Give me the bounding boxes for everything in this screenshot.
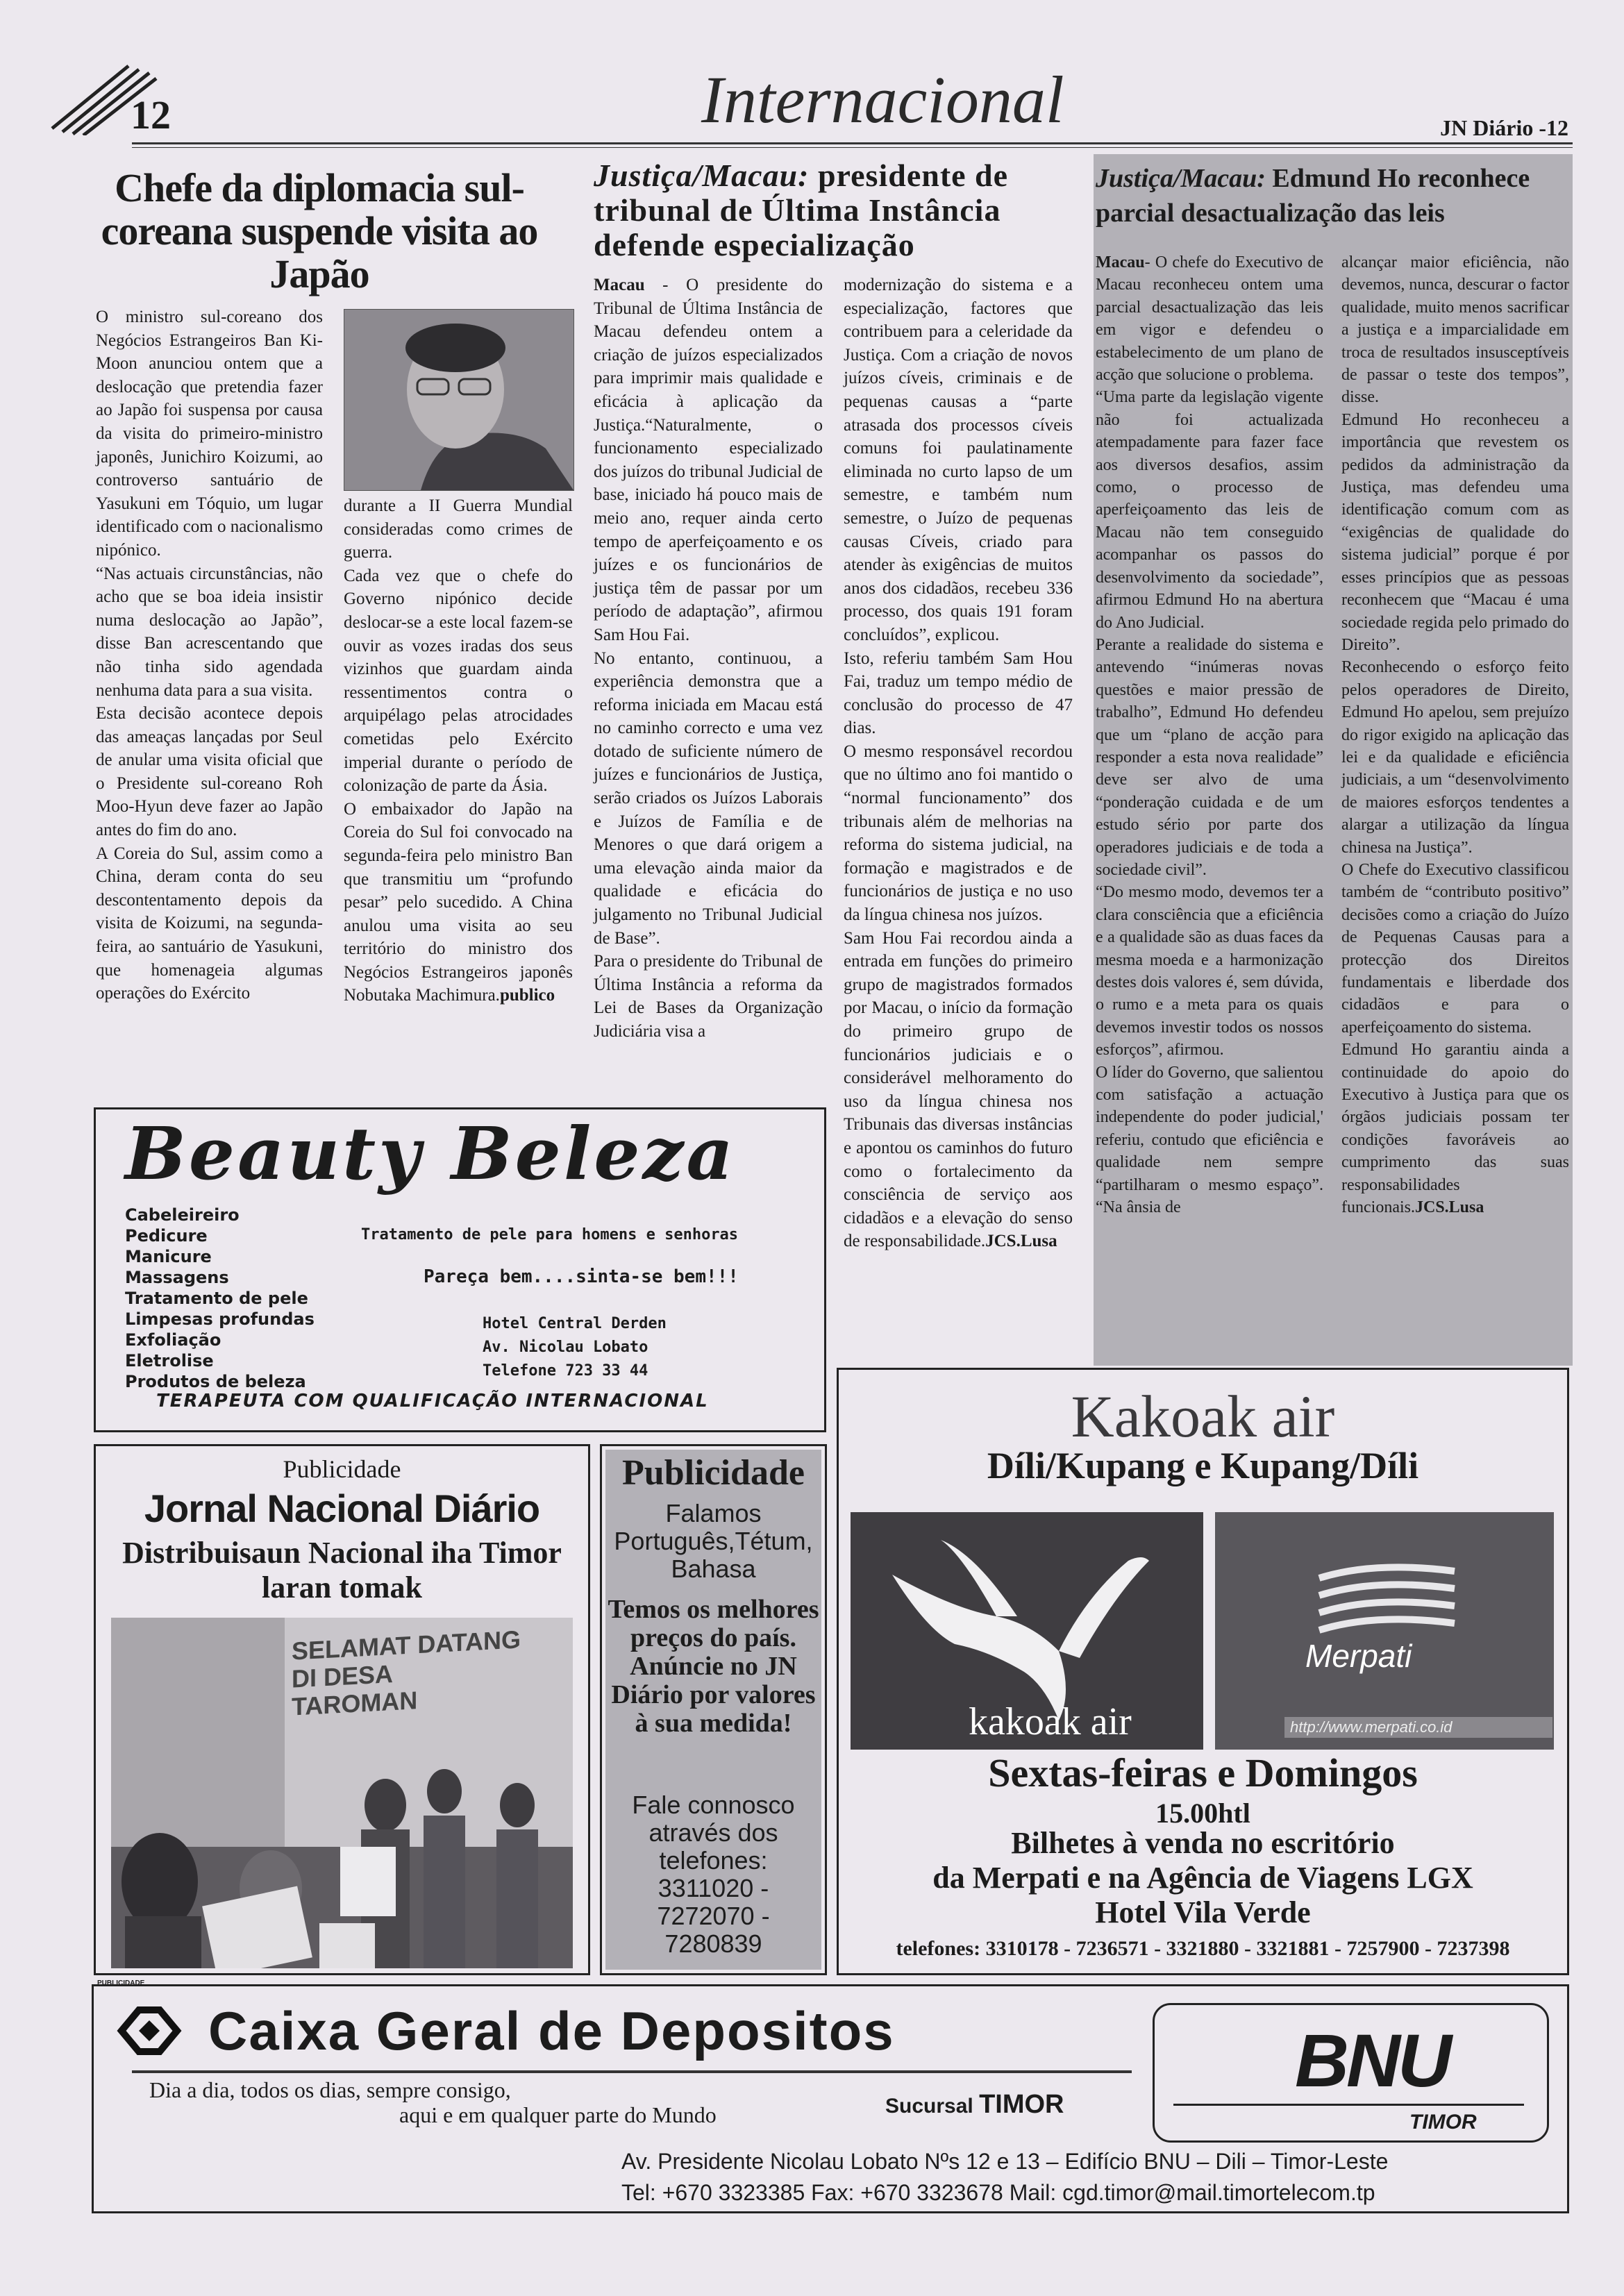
bnu-subtitle: TIMOR: [1409, 2111, 1477, 2134]
service-item: Eletrolise: [125, 1351, 214, 1371]
masthead: JN Diário -12: [1440, 115, 1568, 140]
article3-headline-kicker: Justiça/Macau:: [1096, 164, 1266, 193]
service-item: Cabeleireiro: [125, 1205, 240, 1225]
pub-ad-phone: 7280839: [664, 1929, 762, 1958]
article2-column-b: [844, 274, 1073, 1253]
kakoak-tickets: [840, 1826, 1566, 1930]
article2-headline-kicker: Justiça/Macau:: [594, 158, 810, 193]
article3-signature: JCS.Lusa: [1414, 1198, 1484, 1217]
service-item: Produtos de beleza: [125, 1372, 306, 1391]
pub-ad-contact-label: Fale connosco através dos telefones:: [632, 1791, 795, 1875]
article3-column-b: [1341, 251, 1569, 1218]
kakoak-hotel: Hotel Vila Verde: [1095, 1895, 1311, 1929]
article3-headline: [1096, 161, 1569, 231]
pub-ad-languages: Falamos Português,Tétum, Bahasa: [614, 1499, 813, 1583]
caixa-contacts: Tel: +670 3323385 Fax: +670 3323678 Mail: cgd.timor@mail.timortelecom.tp: [621, 2180, 1375, 2205]
service-item: Limpesas profundas: [125, 1309, 315, 1329]
article3-column-a: [1096, 251, 1323, 1218]
header-rule-thin: [132, 147, 1573, 148]
article1-headline: Chefe da diplomacia sul-coreana suspende visita ao Japão: [101, 165, 538, 296]
jnd-photo-sign: [292, 1625, 521, 1720]
jnd-ad-subtitle: Distribuisaun Nacional iha Timor laran tomak: [122, 1536, 562, 1604]
jnd-ad-label: Publicidade: [283, 1455, 401, 1483]
article1-column-a: O ministro sul-coreano dos Negócios Estrangeiros Ban Ki-Moon anunciou ontem que a deslocação que pretendia fazer ao Japão foi suspensa por causa da visita do primeiro-ministro japonês, Junichiro Koizumi, ao controverso santuário de Yasukuni em Tóquio, um lugar identificado com o nacionalismo nipónico. “Nas actuais circunstâncias, não acho que se boa ideia insistir numa deslocação ao Japão”, disse Ban acrescentando que não tinha sido agendada nenhuma data para a sua visita. Esta decisão acontece depois das ameaças lançadas por Seul de anular uma visita oficial que o Presidente sul-coreano Roh Moo-Hyun deve fazer ao Japão antes do fim do ano. A Coreia do Sul, assim como a China, deram conta do seu descontentamento depois da visita de Koizumi, na segunda-feira, ao santuário de Yasukuni, que homenageia algumas operações do Exército: [96, 308, 323, 1003]
article3-dateline: Macau: [1096, 253, 1145, 271]
beauty-address-line1: Hotel Central Derden: [483, 1315, 667, 1332]
header-rule: [132, 142, 1573, 144]
pub-ad-phone: 3311020 -: [658, 1874, 769, 1902]
beauty-ad-title: Beauty Beleza: [125, 1111, 736, 1196]
bnu-logo: BNU: [1295, 2018, 1449, 2102]
caixa-branch-name: TIMOR: [979, 2090, 1064, 2119]
service-item: Pedicure: [125, 1226, 208, 1246]
article2-headline-text: presidente de tribunal de Última Instância defende especialização: [594, 158, 1009, 262]
beauty-address-line2: Av. Nicolau Lobato: [483, 1339, 648, 1356]
kakoak-logo-text: kakoak air: [969, 1700, 1132, 1743]
merpati-url: http://www.merpati.co.id: [1284, 1717, 1552, 1738]
service-item: Manicure: [125, 1247, 212, 1266]
pub-ad-phone: 7272070 -: [657, 1902, 770, 1930]
service-item: Exfoliação: [125, 1330, 221, 1350]
sign-line-2: DI DESA: [292, 1659, 394, 1693]
beauty-tagline-1: Tratamento de pele para homens e senhoras: [361, 1226, 739, 1243]
beauty-footer: TERAPEUTA COM QUALIFICAÇÃO INTERNACIONAL: [156, 1391, 709, 1411]
merpati-logo-panel: [1215, 1512, 1554, 1750]
pub-ad-prices: Temos os melhores preços do país. Anúncie no JN Diário por valores à sua medida!: [608, 1595, 819, 1738]
article2-column-a-text: - O presidente do Tribunal de Última Instância de Macau defendeu ontem a criação de juízos especializados para imprimir mais qualidade e eficácia à aplicação da Justiça.“Naturalmente, o funcionamento especializado dos juízos do tribunal Judicial de base, iniciado há pouco mais de meio ano, requer ainda certo tempo de aperfeiçoamento e os juízes e os funcionários de justiça têm de passar por um período de adaptação”, afirmou Sam Hou Fai. No entanto, continuou, a experiência demonstra que a reforma iniciada em Macau está no caminho correcto e uma vez dotado de suficiente número de juízes e funcionários de Justiça, serão criados os Juízos Laborais e Juízos de Família e de Menores o que dará origem a uma elevação ainda maior da qualidade e eficácia do julgamento no Tribunal Judicial de Base”. Para o presidente do Tribunal de Última Instância a reforma da Lei de Bases da Organização Judiciária visa a: [594, 276, 823, 1041]
beauty-tagline-2: Pareça bem....sinta-se bem!!!: [424, 1266, 739, 1287]
kakoak-time: 15.00htl: [1155, 1798, 1250, 1829]
kakoak-logo-panel: [851, 1512, 1203, 1750]
article2-column-a: [594, 274, 823, 1044]
article3-headline-text: Edmund Ho reconhece parcial desactualização das leis: [1096, 164, 1530, 228]
portrait-image: [344, 310, 574, 490]
service-item: Tratamento de pele: [125, 1289, 308, 1308]
caixa-slogan-1: Dia a dia, todos os dias, sempre consigo,: [149, 2077, 511, 2102]
article2-signature: JCS.Lusa: [985, 1232, 1057, 1251]
article2-column-b-text: modernização do sistema e a especialização, factores que contribuem para a celeridade da Justiça. Com a criação de novos juízos cíveis, criminais e de pequenas causas a “parte atrasada dos processos cíveis comuns foi paulatinamente eliminada no curto lapso de um semestre, e também num semestre, o Juízo de pequenas causas Cíveis, criado para atender às exigências de muitos anos dos cidadãos, recebeu 336 processo, dos quais 191 foram concluídos”, explicou. Isto, referiu também Sam Hou Fai, traduz um tempo médio de conclusão do processo de 47 dias. O mesmo responsável recordou que no último ano foi mantido o “normal funcionamento” dos tribunais além de melhorias na reforma do sistema judicial, na formação e magistrados e de funcionários de justiça e no uso da língua chinesa nos juízos. Sam Hou Fai recordou ainda a entrada em funções do primeiro grupo de magistrados formados por Macau, o início da formação do primeiro grupo de funcionários judiciais e o considerável melhoramento do uso da língua chinesa nos Tribunais das diversas instâncias e apontou os caminhos do futuro como o fortalecimento da consciência de serviço aos cidadãos e a elevação do senso de responsabilidade.: [844, 276, 1073, 1251]
caixa-rule: [132, 2070, 1132, 2073]
kakoak-phones: telefones: 3310178 - 7236571 - 3321880 - 3321881 - 7257900 - 7237398: [896, 1937, 1510, 1960]
beauty-phone: Telefone 723 33 44: [483, 1362, 648, 1380]
jnd-ad-title: Jornal Nacional Diário: [144, 1486, 540, 1530]
article1-signature: publico: [499, 986, 555, 1005]
caixa-slogan-2: aqui e em qualquer parte do Mundo: [399, 2102, 717, 2127]
sign-line-1: SELAMAT DATANG: [292, 1625, 521, 1666]
pub-ad-title: Publicidade: [622, 1453, 805, 1493]
caixa-branch-label: Sucursal: [885, 2095, 973, 2118]
beauty-address: [483, 1312, 667, 1383]
kakoak-tickets-line1: Bilhetes à venda no escritório: [1011, 1826, 1395, 1860]
section-title: Internacional: [701, 62, 1064, 137]
article2-headline: [594, 158, 1080, 262]
cgd-logo-icon: [111, 2003, 187, 2059]
service-item: Massagens: [125, 1268, 229, 1287]
sign-line-3: TAROMAN: [292, 1686, 418, 1721]
jnd-ad-photo: [111, 1618, 573, 1968]
caixa-ad-label: PUBLICIDADE: [97, 1979, 145, 1987]
merpati-logo-text: Merpati: [1305, 1638, 1412, 1674]
article1-column-b-text: durante a II Guerra Mundial consideradas como crimes de guerra. Cada vez que o chefe do Governo nipónico decide deslocar-se a este local fazem-se ouvir as vozes iradas dos seus vizinhos que guardam ainda ressentimentos contra o arquipélago pelas atrocidades cometidas pelo Exército imperial durante o período de colonização de parte da Ásia. O embaixador do Japão na Coreia do Sul foi convocado na segunda-feira pelo ministro Ban que transmitiu um “profundo pesar” pelo sucedido. A China anulou uma visita ao seu território do ministro dos Negócios Estrangeiros japonês Nobutaka Machimura.: [344, 496, 573, 1005]
kakoak-route: Díli/Kupang e Kupang/Díli: [987, 1445, 1419, 1486]
pub-ad-contact: [605, 1791, 821, 1958]
caixa-address: Av. Presidente Nicolau Lobato Nºs 12 e 13 – Edifício BNU – Dili – Timor-Leste: [621, 2149, 1389, 2174]
article1-column-b: [344, 494, 573, 1007]
portrait-photo: [344, 309, 574, 491]
article3-column-b-text: alcançar maior eficiência, não devemos, nunca, descurar o factor qualidade, muito menos sacrificar a justiça e a imparcialidade em troca de resultados insusceptíveis de passar o teste dos tempos”, disse. Edmund Ho reconheceu a importância que revestem os pedidos da administração da Justiça, mas defendeu uma identificação comum com as “exigências de qualidade do sistema judicial” porque é por esses princípios que as pessoas reconhecem que “Macau é uma sociedade regida pelo primado do Direito”. Reconhecendo o esforço feito pelos operadores de Direito, Edmund Ho apelou, sem prejuízo do rigor exigido na aplicação das lei e da qualidade e eficiência judiciais, a um “desenvolvimento de maiores esforços tendentes a alargar a utilização da língua chinesa na Justiça”. O Chefe do Executivo classificou também de “contributo positivo” decisões como a criação do Juízo de Pequenas Causas para a protecção dos Direitos fundamentais e liberdade dos cidadãos e para o aperfeiçoamento do sistema. Edmund Ho garantiu ainda a continuidade do apoio do Executivo à Justiça para que os órgãos judiciais possam ter condições favoráveis ao cumprimento das suas responsabilidades funcionais.: [1341, 253, 1569, 1217]
caixa-name: Caixa Geral de Depositos: [208, 2000, 895, 2061]
caixa-branch: [885, 2090, 1064, 2120]
article2-dateline: Macau: [594, 276, 645, 294]
bnu-rule: [1173, 2104, 1524, 2106]
kakoak-tickets-line2: da Merpati e na Agência de Viagens LGX: [932, 1861, 1473, 1895]
kakoak-brand: Kakoak air: [1071, 1383, 1335, 1450]
merpati-wings-icon: [1215, 1512, 1554, 1750]
beauty-services-list: [125, 1205, 315, 1392]
article3-column-a-text: - O chefe do Executivo de Macau reconheceu ontem uma parcial desactualização das leis em vigor e defendeu o estabelecimento de um plano de acção que solucione o problema. “Uma parte da legislação vigente não foi actualizada atempadamente para fazer face aos diversos desafios, assim como, o processo de aperfeiçoamento das leis de Macau não tem conseguido acompanhar os passos do desenvolvimento da sociedade”, afirmou Edmund Ho na abertura do Ano Judicial. Perante a realidade do sistema e antevendo “inúmeras novas questões e maior pressão de trabalho”, Edmund Ho defendeu que um “plano de acção para responder a esta nova realidade” deve ser alvo de uma “ponderação cuidada e de um estudo sério por parte dos operadores judiciais e de toda a sociedade civil”. “Do mesmo modo, devemos ter a clara consciência que a eficiência e a qualidade são as duas faces da mesma moeda e a harmonização destes dois valores é, sem dúvida, o rumo e a meta para os quais devemos investir todos os nossos esforços”, afirmou. O líder do Governo, que salientou com satisfação a actuação independente do poder judicial,' referiu, contudo que eficiência e qualidade nem sempre “partilharam o mesmo espaço”. “Na ânsia de: [1096, 253, 1323, 1217]
kakoak-days: Sextas-feiras e Domingos: [988, 1750, 1418, 1795]
page-number: 12: [131, 92, 171, 137]
